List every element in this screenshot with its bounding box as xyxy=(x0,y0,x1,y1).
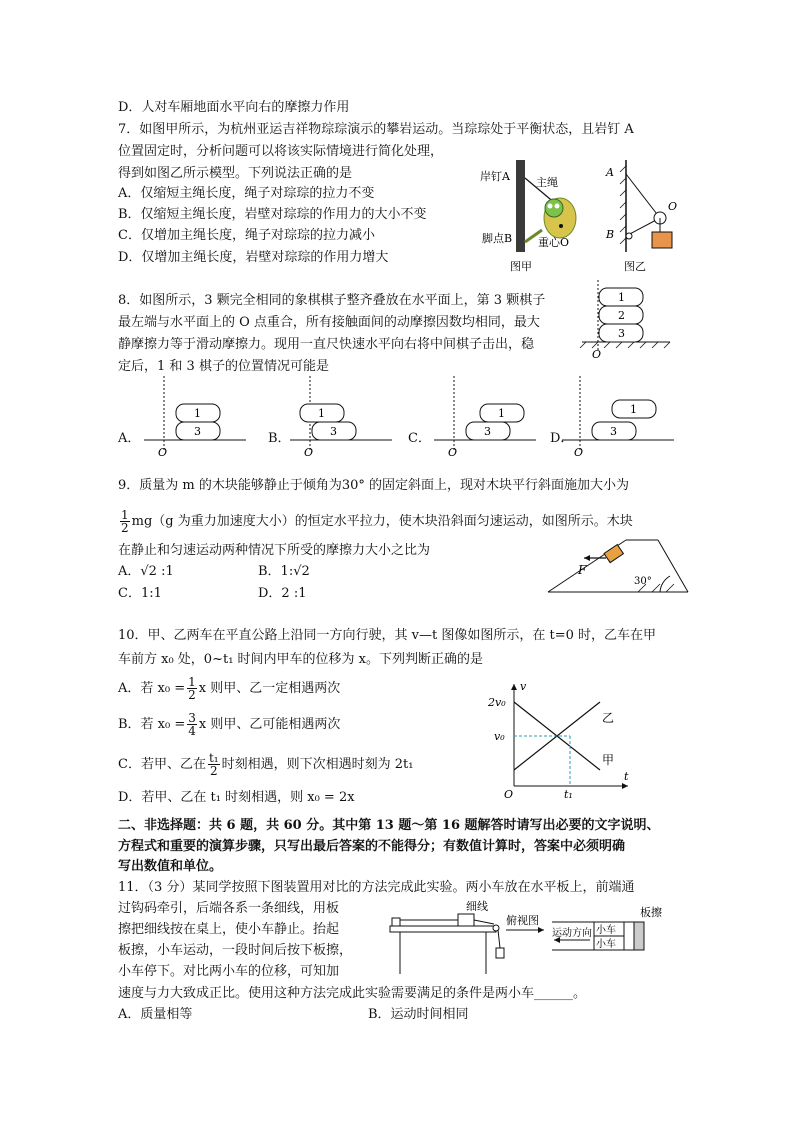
q11-apparatus-figure xyxy=(372,900,682,980)
svg-text:1: 1 xyxy=(318,407,325,420)
section2-line3: 写出数值和单位。 xyxy=(118,859,223,874)
q11-option-a: A．质量相等 xyxy=(118,1007,193,1022)
q11-stem-line2: 过钩码牵引，后端各系一条细线，用板 xyxy=(118,901,340,916)
svg-text:O: O xyxy=(504,788,514,801)
label-b: B xyxy=(606,228,615,241)
label-eraser: 板擦 xyxy=(640,906,662,919)
svg-text:O: O xyxy=(574,446,584,459)
q11-stem-line1: 11．（3 分）某同学按照下图装置用对比的方法完成此实验。两小车放在水平板上，前端通 xyxy=(118,880,635,895)
mascot-head xyxy=(545,199,563,217)
q8-option-d: D． xyxy=(550,431,574,446)
svg-text:3: 3 xyxy=(330,425,337,438)
label-thread: 细线 xyxy=(466,900,488,913)
svg-text:1: 1 xyxy=(630,403,637,416)
q10-stem-line1: 10．甲、乙两车在平直公路上沿同一方向行驶，其 v—t 图像如图所示，在 t=0 时，乙车在甲 xyxy=(118,628,657,643)
label-rope: 主绳 xyxy=(536,176,558,189)
table-top xyxy=(390,926,496,932)
force-label: F xyxy=(578,563,587,577)
piece-1-label: 1 xyxy=(618,291,625,304)
section2-line2: 方程式和重要的演算步骤，只写出最后答案的不能得分；有数值计算时，答案中必须明确 xyxy=(118,839,626,854)
weight-block xyxy=(652,232,672,248)
svg-text:1: 1 xyxy=(194,407,201,420)
label-o: O xyxy=(668,200,678,213)
label-topview: 俯视图 xyxy=(506,914,539,927)
svg-text:O: O xyxy=(158,446,168,459)
svg-text:t₁: t₁ xyxy=(564,788,573,801)
label-pin-a: 岸钉A xyxy=(480,170,510,183)
q10-vt-graph xyxy=(488,680,638,801)
q8-stem-line4: 定后，1 和 3 棋子的位置情况可能是 xyxy=(118,359,329,374)
label-car2: 小车 xyxy=(596,939,616,950)
label-foot-b: 脚点B xyxy=(482,232,513,245)
q6-option-d: D．人对车厢地面水平向右的摩擦力作用 xyxy=(118,100,350,115)
q9-option-d: D．2 :1 xyxy=(258,586,307,601)
rock-wall xyxy=(516,160,525,252)
q8-stack-figure xyxy=(578,280,678,360)
q9-stem-line1: 9．质量为 m 的木块能够静止于倾角为30° 的固定斜面上，现对木块平行斜面施加大小为 xyxy=(118,478,630,493)
section2-line1: 二、非选择题：共 6 题，共 60 分。其中第 13 题～第 16 题解答时请写出必要的文字说明、 xyxy=(118,818,660,833)
piece-2-label: 2 xyxy=(618,309,625,322)
origin-label: O xyxy=(592,348,602,361)
q8-stem-line3: 静摩擦力等于滑动摩擦力。现用一直尺快速水平向右将中间棋子击出，稳 xyxy=(118,337,535,352)
q11-option-b: B．运动时间相同 xyxy=(368,1007,469,1022)
svg-text:乙: 乙 xyxy=(602,711,615,725)
q7-stem-line3: 得到如图乙所示模型。下列说法正确的是 xyxy=(118,166,353,181)
q7-option-c: C．仅增加主绳长度，绳子对琮琮的拉力减小 xyxy=(118,228,375,243)
q7-figure-yi xyxy=(600,160,690,275)
svg-text:v₀: v₀ xyxy=(494,730,505,743)
caption-yi: 图乙 xyxy=(624,260,646,273)
svg-text:3: 3 xyxy=(194,425,201,438)
q7-option-b: B．仅缩短主绳长度，岩壁对琮琮的作用力的大小不变 xyxy=(118,207,427,222)
label-a: A xyxy=(606,166,614,179)
eraser xyxy=(634,922,644,950)
q10-option-d: D．若甲、乙在 t₁ 时刻相遇，则 x₀ = 2x xyxy=(118,790,355,805)
q8-stem-line1: 8．如图所示，3 颗完全相同的象棋棋子整齐叠放在水平面上，第 3 颗棋子 xyxy=(118,293,546,308)
label-cg: 重心O xyxy=(538,236,570,249)
svg-text:O: O xyxy=(304,446,314,459)
block xyxy=(604,545,623,563)
q7-option-d: D．仅增加主绳长度，岩壁对琮琮的作用力增大 xyxy=(118,250,389,265)
svg-text:O: O xyxy=(448,446,458,459)
svg-text:t: t xyxy=(624,770,629,783)
label-direction: 运动方向 xyxy=(552,928,592,939)
q7-stem-line2: 位置固定时，分析问题可以将该实际情境进行简化处理， xyxy=(118,144,444,159)
q10-stem-line2: 车前方 x₀ 处，0~t₁ 时间内甲车的位移为 x。下列判断正确的是 xyxy=(118,652,484,667)
q9-option-a: A．√2 :1 xyxy=(118,564,174,579)
svg-text:1: 1 xyxy=(498,407,505,420)
piece-3-label: 3 xyxy=(618,327,625,340)
q9-option-b: B．1:√2 xyxy=(258,564,310,579)
q8-stem-line2: 最左端与水平面上的 O 点重合，所有接触面间的动摩擦因数均相同，最大 xyxy=(118,315,540,330)
q7-figure-jia xyxy=(478,160,598,275)
q7-stem-line1: 7．如图甲所示，为杭州亚运吉祥物琮琮演示的攀岩运动。当琮琮处于平衡状态，且岩钉 A xyxy=(118,122,634,137)
rope-line xyxy=(626,174,660,218)
q10-option-c: C．若甲、乙在 $\frac{\text{t₁}}{2}$ 时刻相遇，则下次相遇时刻为 2t₁ xyxy=(118,751,414,778)
q7-option-a: A．仅缩短主绳长度，绳子对琮琮的拉力不变 xyxy=(118,186,375,201)
q10-option-b: B．若 x₀ = $\frac{3}{4}$ x 则甲、乙可能相遇两次 xyxy=(118,711,341,738)
angle-label: 30° xyxy=(634,576,652,587)
svg-text:甲: 甲 xyxy=(602,753,615,767)
svg-text:2v₀: 2v₀ xyxy=(488,696,506,709)
q11-stem-line4: 板擦，小车运动，一段时间后按下板擦， xyxy=(118,943,353,958)
q8-option-b: B． xyxy=(268,431,291,446)
q9-incline-figure xyxy=(548,526,698,596)
q11-stem-line6: 速度与力大致成正比。使用这种方法完成此实验需要满足的条件是两小车______。 xyxy=(118,986,587,1001)
q8-option-c: C． xyxy=(408,431,431,446)
q11-stem-line5: 小车停下。对比两小车的位移，可知加 xyxy=(118,964,340,979)
svg-text:3: 3 xyxy=(610,425,617,438)
svg-text:3: 3 xyxy=(484,425,491,438)
svg-text:v: v xyxy=(520,680,527,693)
q8-option-a: A． xyxy=(118,431,141,446)
label-car1: 小车 xyxy=(596,925,616,936)
q10-option-a: A．若 x₀ = $\frac{1}{2}$ x 则甲、乙一定相遇两次 xyxy=(118,675,341,702)
caption-jia: 图甲 xyxy=(510,260,532,273)
cart-side xyxy=(458,914,474,926)
fraction-half: $\frac{1}{2}$ xyxy=(121,508,129,535)
q11-stem-line3: 擦把细线按在桌上，使小车静止。抬起 xyxy=(118,922,340,937)
q9-option-c: C．1:1 xyxy=(118,586,162,601)
q9-stem-line2: $\frac{1}{2}$ mg（g 为重力加速度大小）的恒定水平拉力，使木块沿斜面匀速运动，如图所示。木块 xyxy=(121,508,633,535)
q9-stem-line3: 在静止和匀速运动两种情况下所受的摩擦力大小之比为 xyxy=(118,543,431,558)
